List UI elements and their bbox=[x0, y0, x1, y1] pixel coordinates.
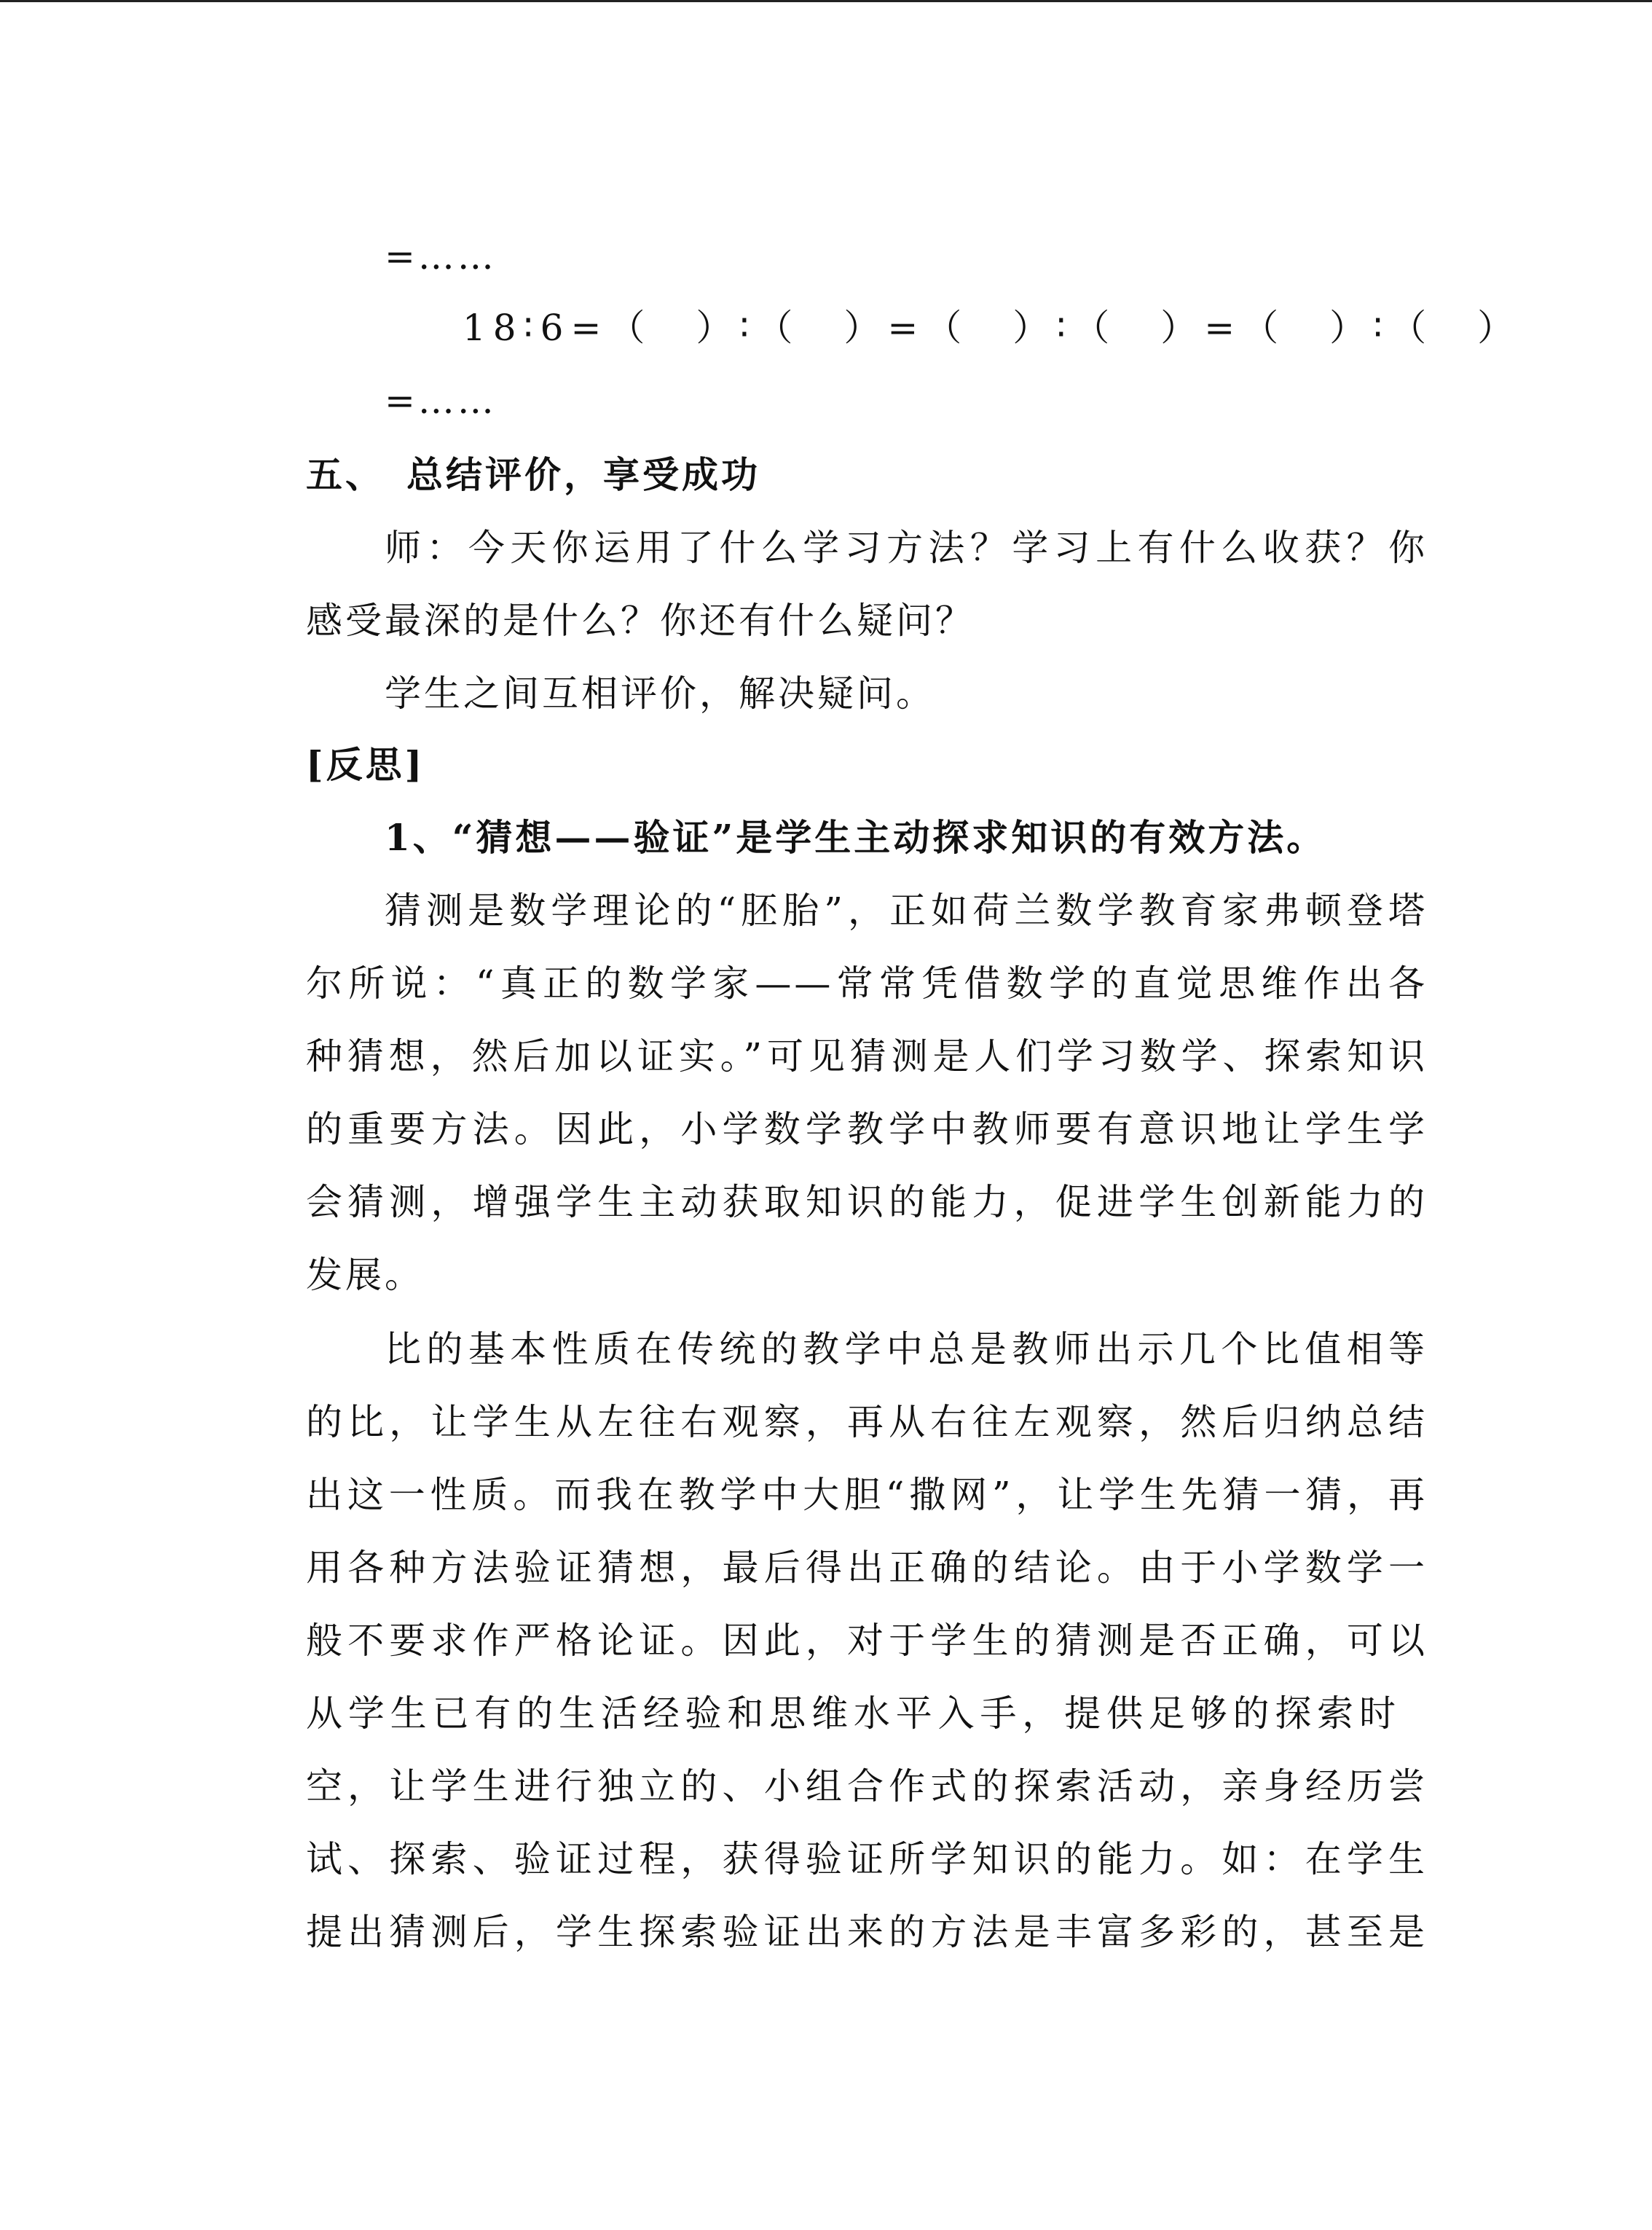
paragraph2-line-6: 从学生已有的生活经验和思维水平入手，提供足够的探索时 bbox=[306, 1692, 1399, 1735]
equation-continuation-1: =…… bbox=[385, 235, 497, 278]
paragraph1-line-6: 发展。 bbox=[306, 1254, 424, 1296]
ratio-equation: 18∶6=（ ）∶（ ）=（ ）∶（ ）=（ ）∶（ ） bbox=[463, 307, 1522, 349]
paragraph1-line-1: 猜测是数学理论的“胚胎”，正如荷兰数学教育家弗顿登塔 bbox=[385, 890, 1428, 932]
paragraph2-line-8: 试、探索、验证过程，获得验证所学知识的能力。如：在学生 bbox=[306, 1838, 1428, 1880]
reflection-heading: [反思] bbox=[306, 743, 425, 786]
paragraph2-line-1: 比的基本性质在传统的教学中总是教师出示几个比值相等 bbox=[385, 1328, 1428, 1370]
student-evaluation: 学生之间互相评价，解决疑问。 bbox=[385, 672, 935, 715]
paragraph1-line-3: 种猜想，然后加以证实。”可见猜测是人们学习数学、探索知识 bbox=[306, 1035, 1428, 1077]
paragraph2-line-9: 提出猜测后，学生探索验证出来的方法是丰富多彩的，甚至是 bbox=[306, 1911, 1428, 1953]
paragraph1-line-5: 会猜测，增强学生主动获取知识的能力，促进学生创新能力的 bbox=[306, 1181, 1428, 1223]
teacher-question-line-2: 感受最深的是什么？你还有什么疑问？ bbox=[306, 600, 975, 642]
teacher-question-line-1: 师：今天你运用了什么学习方法？学习上有什么收获？你 bbox=[385, 527, 1428, 569]
paragraph2-line-5: 般不要求作严格论证。因此，对于学生的猜测是否正确，可以 bbox=[306, 1620, 1428, 1662]
paragraph2-line-4: 用各种方法验证猜想，最后得出正确的结论。由于小学数学一 bbox=[306, 1547, 1428, 1589]
paragraph2-line-7: 空，让学生进行独立的、小组合作式的探索活动，亲身经历尝 bbox=[306, 1765, 1428, 1807]
point-one-title: 1、“猜想——验证”是学生主动探求知识的有效方法。 bbox=[385, 816, 1326, 859]
paragraph1-line-2: 尔所说：“真正的数学家——常常凭借数学的直觉思维作出各 bbox=[306, 962, 1428, 1005]
page-top-border bbox=[0, 0, 1652, 2]
section-five-title: 总结评价，享受成功 bbox=[406, 453, 760, 496]
paragraph2-line-2: 的比，让学生从左往右观察，再从右往左观察，然后归纳总结 bbox=[306, 1401, 1428, 1443]
section-five-number: 五、 bbox=[306, 453, 385, 496]
paragraph1-line-4: 的重要方法。因此，小学数学教学中教师要有意识地让学生学 bbox=[306, 1108, 1428, 1150]
paragraph2-line-3: 出这一性质。而我在教学中大胆“撒网”，让学生先猜一猜，再 bbox=[306, 1474, 1428, 1516]
equation-continuation-2: =…… bbox=[385, 380, 497, 422]
